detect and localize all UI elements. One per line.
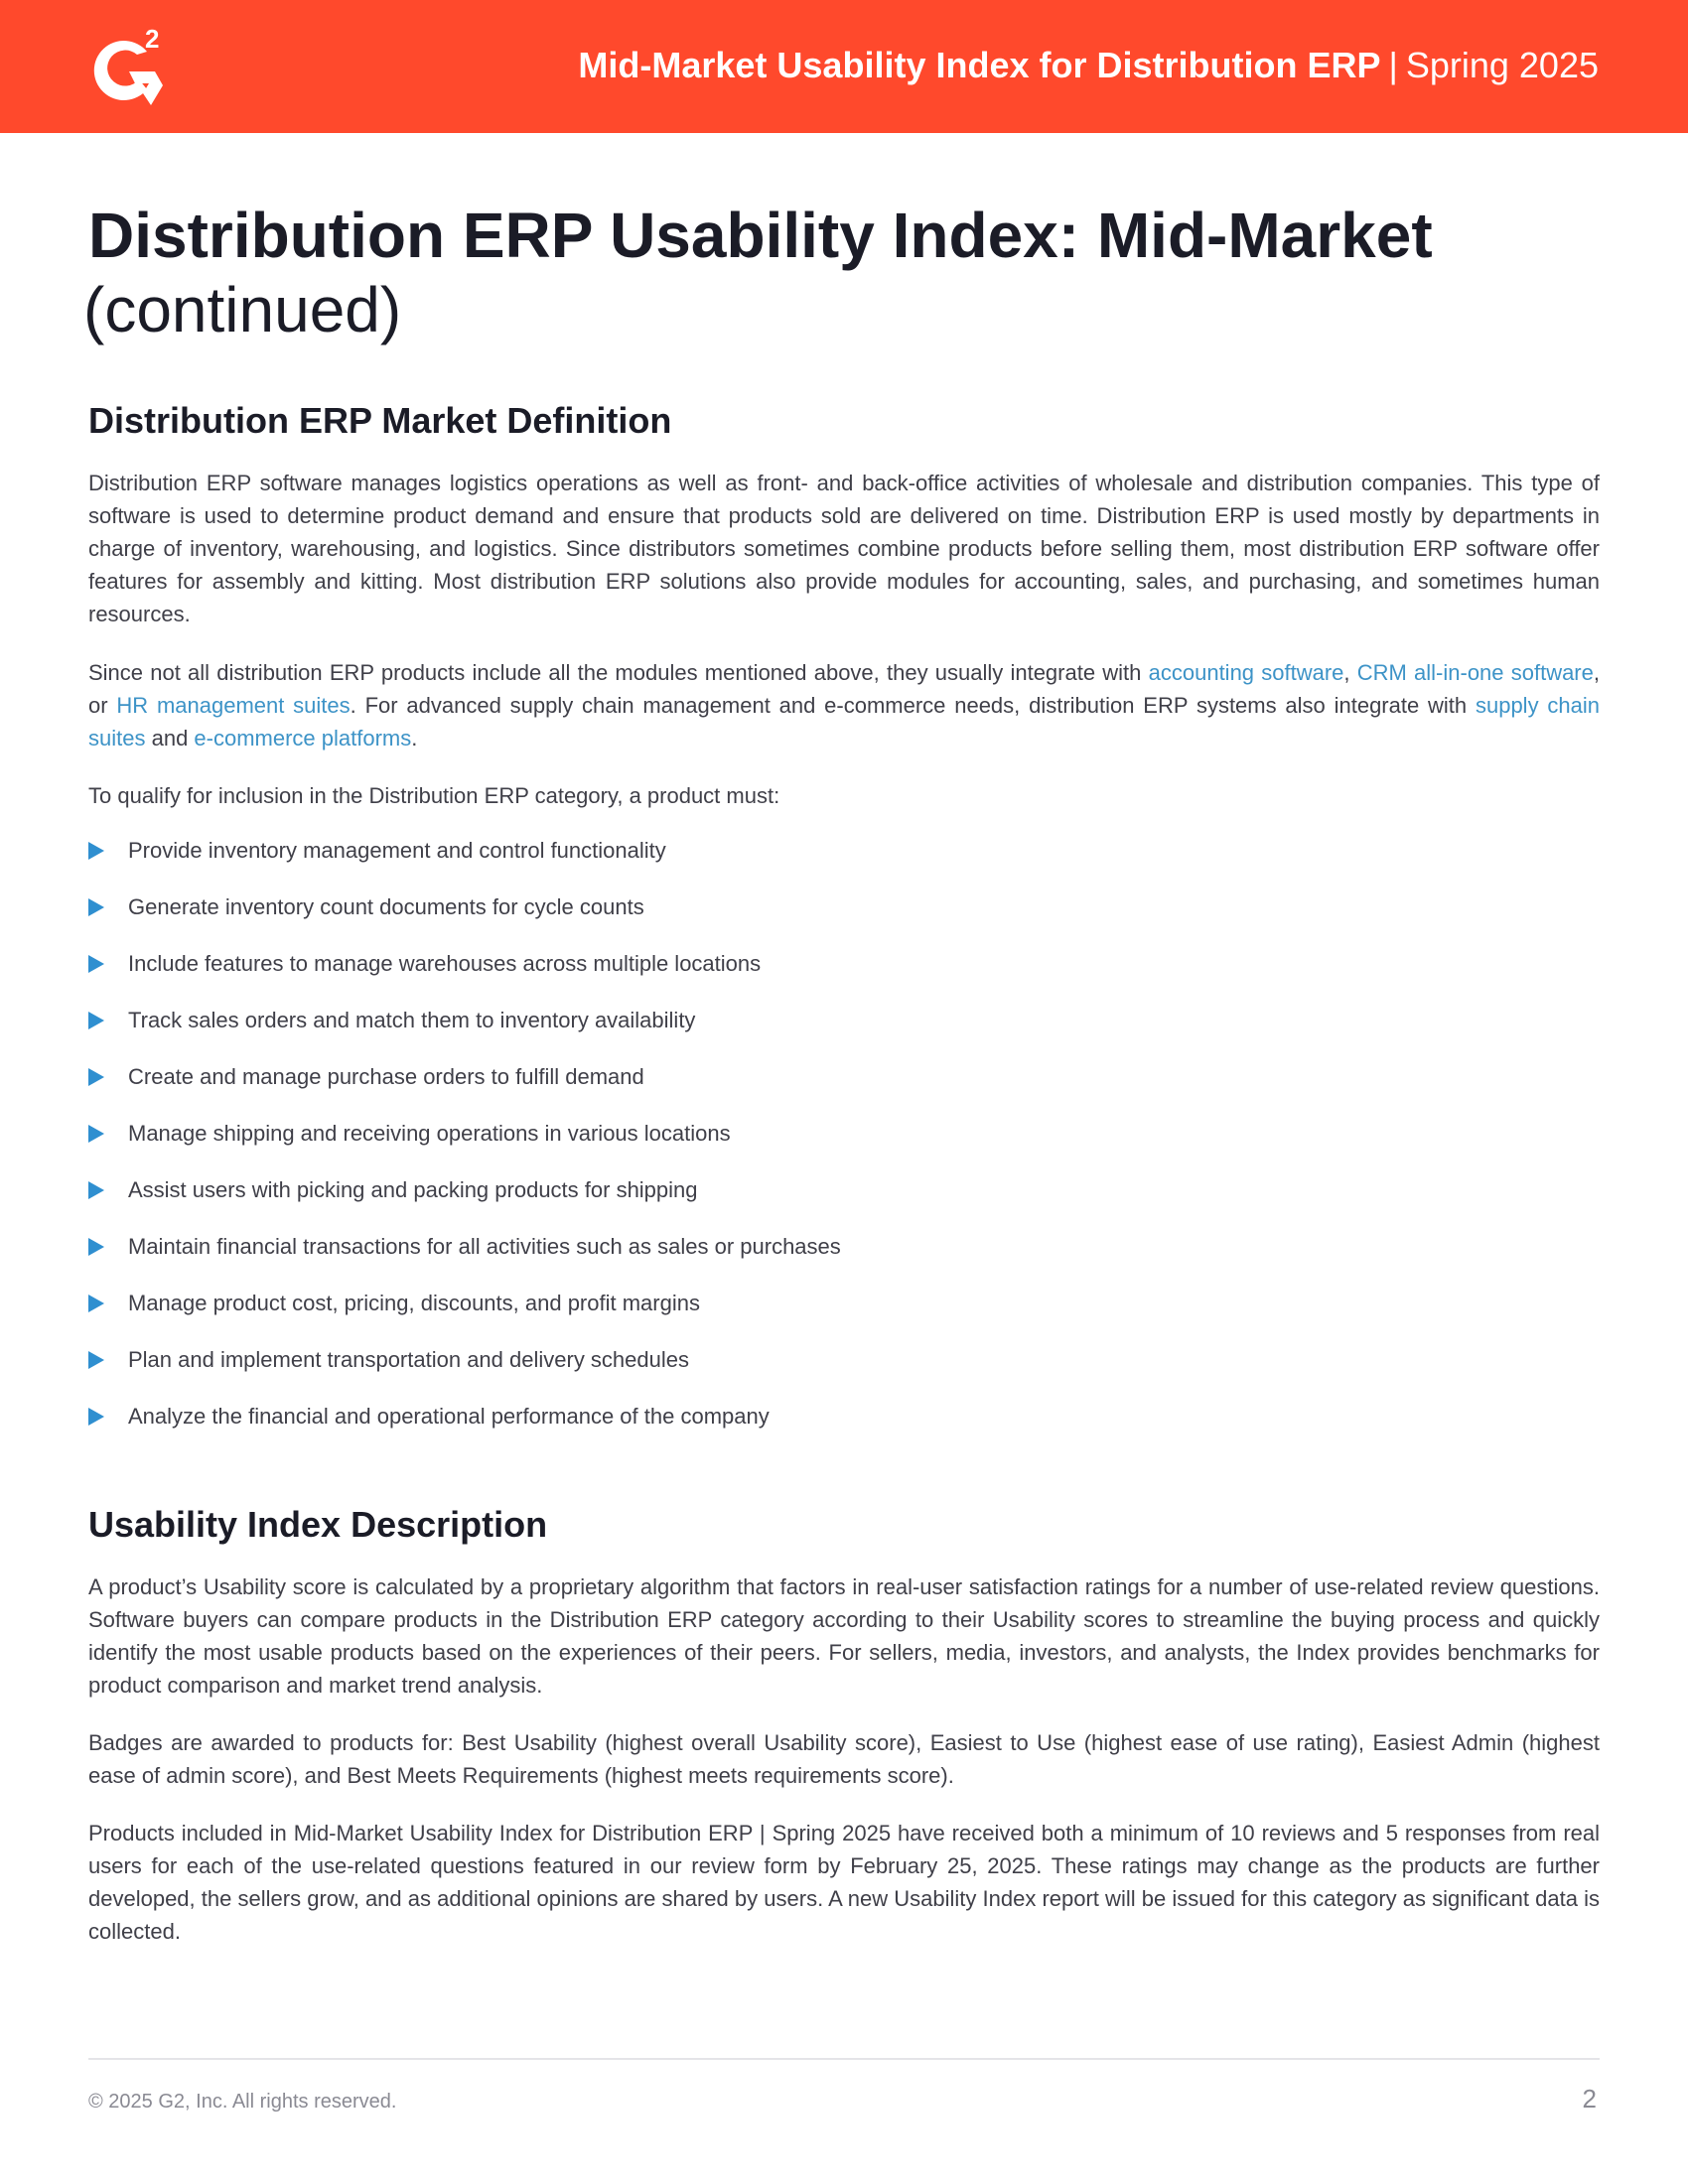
triangle-bullet-icon [88,842,104,860]
copyright-notice: © 2025 G2, Inc. All rights reserved. [88,2091,397,2113]
criteria-item [88,1004,841,1060]
integrations-text: , or [88,660,1600,718]
report-title [578,44,1599,87]
integrations-text: , [1343,660,1357,685]
criteria-text: Analyze the financial and operational performance of the company [128,1404,770,1429]
page-number: 2 [1582,2084,1597,2114]
accounting-software-link[interactable]: accounting software [1148,660,1344,685]
market-definition-heading: Distribution ERP Market Definition [88,400,672,441]
crm-software-link[interactable]: CRM all-in-one software [1356,660,1594,685]
hr-management-suites-link[interactable]: HR management suites [116,693,351,718]
criteria-item [88,1117,841,1173]
page-subtitle: (continued) [83,274,402,345]
supply-chain-suites-link[interactable]: supply chain suites [88,693,1600,751]
criteria-text: Manage shipping and receiving operations in various locations [128,1121,731,1146]
criteria-item [88,1060,841,1117]
svg-text:2: 2 [145,24,160,54]
criteria-item [88,1173,841,1230]
title-separator: | [1388,45,1398,85]
criteria-text: Provide inventory management and control functionality [128,838,666,863]
usability-score-paragraph: A product’s Usability score is calculated by a proprietary algorithm that factors in real-user satisfaction ratings for a number of use-related review questions. Software buyers can compare products in the Distribution ERP category according to their Usability scores to streamline the buying process and quickly identify the most usable products based on the experiences of their peers. For sellers, media, investors, and analysts, the Index provides benchmarks for product comparison and market trend analysis. [88,1574,1600,1698]
criteria-item [88,1400,841,1456]
badges-paragraph: Badges are awarded to products for: Best Usability (highest overall Usability score), Easiest to Use (highest ease of use rating), Easiest Admin (highest ease of admin score), and Best Meets Requirements (highest meets requirements score). [88,1730,1600,1788]
triangle-bullet-icon [88,1408,104,1426]
triangle-bullet-icon [88,1295,104,1312]
qualification-intro: To qualify for inclusion in the Distribution ERP category, a product must: [88,783,780,808]
integrations-paragraph [88,656,1600,754]
inclusion-criteria-paragraph: Products included in Mid-Market Usability Index for Distribution ERP | Spring 2025 have received both a minimum of 10 reviews and 5 responses from real users for each of the use-related questions featured in our review form by February 25, 2025. These ratings may change as the products are further developed, the sellers grow, and as additional opinions are shared by users. A new Usability Index report will be issued for this category as significant data is collected. [88,1821,1600,1944]
report-title-main: Mid-Market Usability Index for Distribution ERP [578,45,1381,85]
triangle-bullet-icon [88,898,104,916]
criteria-text: Maintain financial transactions for all activities such as sales or purchases [128,1234,841,1259]
triangle-bullet-icon [88,1238,104,1256]
criteria-item [88,947,841,1004]
header-banner [0,0,1688,133]
criteria-text: Track sales orders and match them to inventory availability [128,1008,696,1032]
criteria-item [88,1230,841,1287]
triangle-bullet-icon [88,955,104,973]
ecommerce-platforms-link[interactable]: e-commerce platforms [194,726,412,751]
market-definition-paragraph: Distribution ERP software manages logistics operations as well as front- and back-office activities of wholesale and distribution companies. This type of software is used to determine product demand and ensure that products sold are delivered on time. Distribution ERP is used mostly by departments in charge of inventory, warehousing, and logistics. Since distributors sometimes combine products before selling them, most distribution ERP software offer features for assembly and kitting. Most distribution ERP solutions also provide modules for accounting, sales, and purchasing, and sometimes human resources. [88,471,1600,626]
integrations-text: Since not all distribution ERP products include all the modules mentioned above, they usually integrate with [88,660,1149,685]
criteria-item [88,890,841,947]
integrations-text: . For advanced supply chain management and e-commerce needs, distribution ERP systems also integrate with [350,693,1476,718]
criteria-text: Generate inventory count documents for cycle counts [128,894,644,919]
triangle-bullet-icon [88,1012,104,1029]
triangle-bullet-icon [88,1125,104,1143]
usability-index-heading: Usability Index Description [88,1504,548,1545]
criteria-item [88,1343,841,1400]
criteria-text: Create and manage purchase orders to fulfill demand [128,1064,644,1089]
qualification-criteria-list [88,834,841,1456]
triangle-bullet-icon [88,1351,104,1369]
triangle-bullet-icon [88,1181,104,1199]
integrations-text: . [411,726,418,751]
integrations-text: and [145,726,195,751]
criteria-text: Include features to manage warehouses across multiple locations [128,951,762,976]
g2-logo-icon [85,22,175,111]
footer-divider [88,2058,1600,2060]
criteria-item [88,834,841,890]
criteria-text: Assist users with picking and packing products for shipping [128,1177,698,1202]
report-season: Spring 2025 [1405,45,1599,85]
criteria-item [88,1287,841,1343]
triangle-bullet-icon [88,1068,104,1086]
page-title: Distribution ERP Usability Index: Mid-Market [88,200,1433,271]
criteria-text: Plan and implement transportation and delivery schedules [128,1347,689,1372]
criteria-text: Manage product cost, pricing, discounts, and profit margins [128,1291,700,1315]
